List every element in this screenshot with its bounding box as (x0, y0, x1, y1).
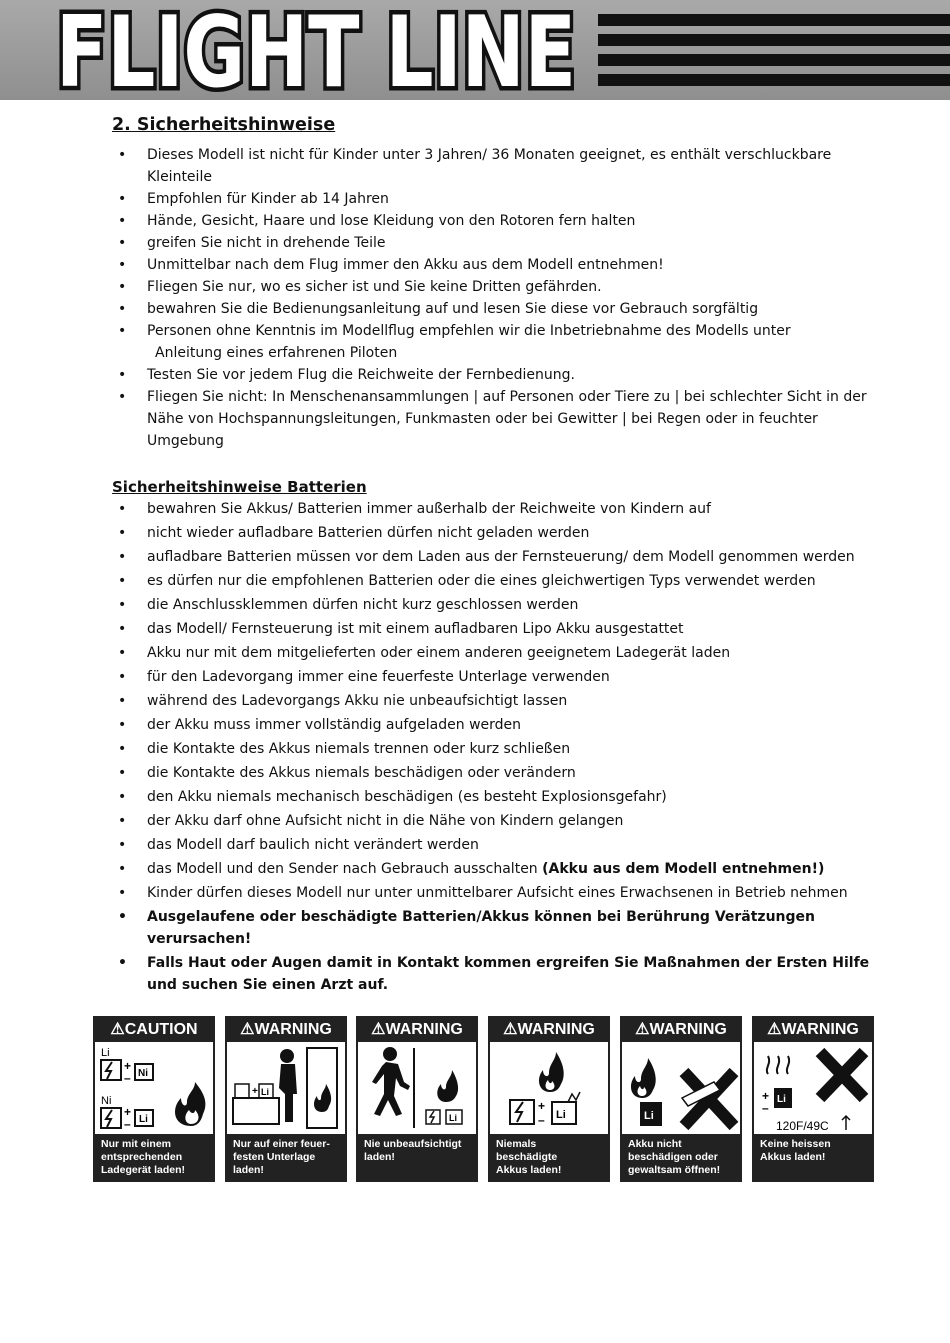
svg-text:Li: Li (139, 1114, 148, 1125)
list-item: • bewahren Sie die Bedienungsanleitung auf und lesen Sie diese vor Gebrauch sorgfältig (112, 298, 892, 320)
sign-caption: Nur auf einer feuer- festen Unterlage laden! (227, 1134, 345, 1180)
logo-text: FLIGHT LINE (56, 0, 576, 110)
sign-pictogram (227, 1042, 345, 1134)
svg-text:–: – (538, 1113, 545, 1127)
flight-line-logo (52, 0, 582, 110)
list-item: • greifen Sie nicht in drehende Teile (112, 232, 892, 254)
svg-text:+: + (124, 1105, 132, 1119)
sign-header: ⚠WARNING (754, 1018, 872, 1042)
list-item-text: Personen ohne Kenntnis im Modellflug empfehlen wir die Inbetriebnahme des Modells unter (147, 323, 791, 339)
list-item-emphasis: (Akku aus dem Modell entnehmen!) (542, 861, 825, 877)
list-item: • während des Ladevorgangs Akku nie unbeaufsichtigt lassen (112, 690, 892, 712)
sign-header: ⚠WARNING (358, 1018, 476, 1042)
svg-text:+: + (538, 1099, 546, 1113)
list-item: • Hände, Gesicht, Haare und lose Kleidung von den Rotoren fern halten (112, 210, 892, 232)
list-item: • Kinder dürfen dieses Modell nur unter unmittelbarer Aufsicht eines Erwachsenen in Betrieb nehmen (112, 882, 892, 904)
header-stripes (598, 14, 950, 94)
list-item-continuation: Anleitung eines erfahrenen Piloten (155, 345, 398, 361)
list-item: • die Kontakte des Akkus niemals trennen oder kurz schließen (112, 738, 892, 760)
svg-text:Li: Li (101, 1047, 110, 1059)
svg-text:Li: Li (644, 1110, 654, 1122)
caution-sign-charger (93, 1016, 215, 1182)
warning-sign-fireproof (225, 1016, 347, 1182)
warning-sign-damaged (488, 1016, 610, 1182)
warning-signs (93, 1016, 876, 1182)
warning-sign-no-force (620, 1016, 742, 1182)
no-opening-icon (622, 1042, 740, 1134)
list-item: • aufladbare Batterien müssen vor dem Laden aus der Fernsteuerung/ dem Modell genommen werden (112, 546, 892, 568)
main-content (112, 112, 892, 998)
battery-list (112, 498, 892, 996)
fireproof-surface-icon (227, 1042, 345, 1134)
sign-caption: Akku nicht beschädigen oder gewaltsam öffnen! (622, 1134, 740, 1180)
sign-pictogram (622, 1042, 740, 1134)
list-item: • Unmittelbar nach dem Flug immer den Akku aus dem Modell entnehmen! (112, 254, 892, 276)
list-item: • Fliegen Sie nur, wo es sicher ist und Sie keine Dritten gefährden. (112, 276, 892, 298)
sign-header: ⚠CAUTION (95, 1018, 213, 1042)
list-item (112, 858, 892, 880)
sign-header: ⚠WARNING (227, 1018, 345, 1042)
list-item: • Testen Sie vor jedem Flug die Reichweite der Fernbedienung. (112, 364, 892, 386)
list-item: • für den Ladevorgang immer eine feuerfeste Unterlage verwenden (112, 666, 892, 688)
sign-header: ⚠WARNING (622, 1018, 740, 1042)
list-item: • die Anschlussklemmen dürfen nicht kurz geschlossen werden (112, 594, 892, 616)
sign-pictogram (754, 1042, 872, 1134)
list-item: • der Akku muss immer vollständig aufgeladen werden (112, 714, 892, 736)
list-item: • Fliegen Sie nicht: In Menschenansammlungen | auf Personen oder Tiere zu | bei schlechter Sicht in der Nähe von Hochspannungsleitungen, Funkmasten oder bei Gewitter | bei Regen oder in feuchter Umgebung (112, 386, 892, 452)
list-item (112, 320, 892, 364)
svg-text:+: + (124, 1059, 132, 1073)
svg-text:Li: Li (556, 1109, 566, 1121)
svg-text:–: – (762, 1101, 769, 1115)
svg-text:–: – (124, 1071, 131, 1085)
charger-battery-icon (95, 1042, 213, 1134)
list-item: • Akku nur mit dem mitgelieferten oder einem anderen geeignetem Ladegerät laden (112, 642, 892, 664)
warning-sign-unattended (356, 1016, 478, 1182)
sign-pictogram (358, 1042, 476, 1134)
section-title: 2. Sicherheitshinweise (112, 115, 336, 135)
warning-sign-hot (752, 1016, 874, 1182)
svg-text:Ni: Ni (138, 1068, 148, 1079)
list-item: • Dieses Modell ist nicht für Kinder unter 3 Jahren/ 36 Monaten geeignet, es enthält verschluckbare Kleinteile (112, 144, 892, 188)
list-item: • Falls Haut oder Augen damit in Kontakt kommen ergreifen Sie Maßnahmen der Ersten Hilfe und suchen Sie einen Arzt auf. (112, 952, 892, 996)
list-item: • es dürfen nur die empfohlenen Batterien oder die eines gleichwertigen Typs verwendet werden (112, 570, 892, 592)
sign-header: ⚠WARNING (490, 1018, 608, 1042)
svg-text:+: + (762, 1089, 770, 1103)
header-banner (0, 0, 950, 110)
svg-text:+: + (252, 1086, 258, 1097)
svg-text:–: – (124, 1117, 131, 1131)
list-item: • die Kontakte des Akkus niemals beschädigen oder verändern (112, 762, 892, 784)
list-item: • das Modell/ Fernsteuerung ist mit einem aufladbaren Lipo Akku ausgestattet (112, 618, 892, 640)
sign-pictogram (95, 1042, 213, 1134)
list-item: • der Akku darf ohne Aufsicht nicht in die Nähe von Kindern gelangen (112, 810, 892, 832)
svg-text:Ni: Ni (101, 1095, 112, 1107)
list-item: • Empfohlen für Kinder ab 14 Jahren (112, 188, 892, 210)
sign-caption: Nie unbeaufsichtigt laden! (358, 1134, 476, 1180)
list-item: • nicht wieder aufladbare Batterien dürfen nicht geladen werden (112, 522, 892, 544)
svg-text:Li: Li (261, 1087, 269, 1097)
sign-caption: Keine heissen Akkus laden! (754, 1134, 872, 1180)
list-item: • das Modell darf baulich nicht verändert werden (112, 834, 892, 856)
svg-text:Li: Li (449, 1113, 457, 1123)
sign-caption: Nur mit einem entsprechenden Ladegerät laden! (95, 1134, 213, 1180)
svg-text:120F/49C: 120F/49C (776, 1119, 829, 1133)
list-item: • den Akku niemals mechanisch beschädigen (es besteht Explosionsgefahr) (112, 786, 892, 808)
damaged-battery-icon (490, 1042, 608, 1134)
list-item: • Ausgelaufene oder beschädigte Batterien/Akkus können bei Berührung Verätzungen verursachen! (112, 906, 892, 950)
heat-battery-icon (754, 1042, 872, 1134)
svg-text:Li: Li (777, 1094, 786, 1105)
list-item-text: das Modell und den Sender nach Gebrauch ausschalten (147, 861, 543, 877)
sign-pictogram (490, 1042, 608, 1134)
walking-person-icon (358, 1042, 476, 1134)
batteries-title: Sicherheitshinweise Batterien (112, 478, 367, 496)
safety-list (112, 144, 892, 452)
sign-caption: Niemals beschädigte Akkus laden! (490, 1134, 608, 1180)
list-item: • bewahren Sie Akkus/ Batterien immer außerhalb der Reichweite von Kindern auf (112, 498, 892, 520)
